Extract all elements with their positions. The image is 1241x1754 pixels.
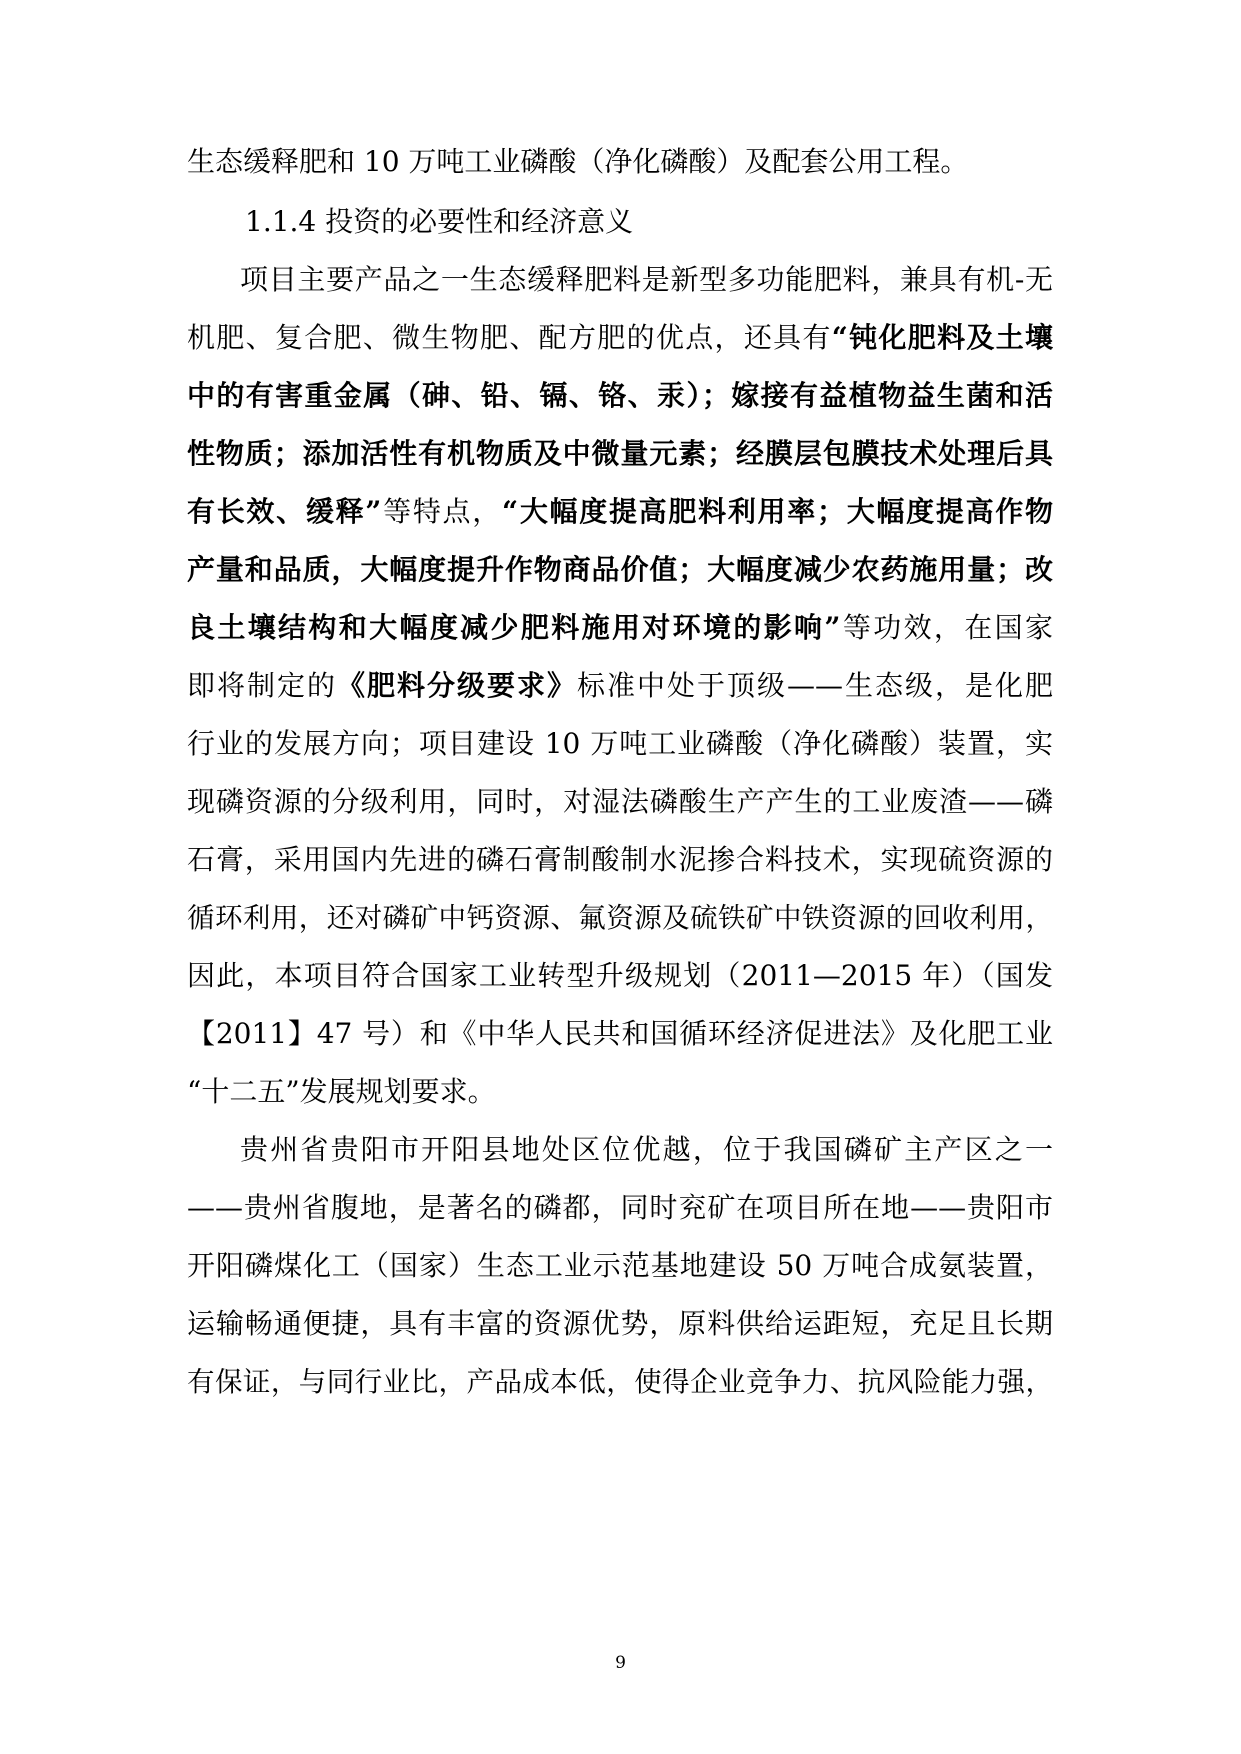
text-line: 有长效、缓释”等特点，“大幅度提高肥料利用率；大幅度提高作物	[187, 495, 1053, 528]
text-line: 生态缓释肥和 10 万吨工业磷酸（净化磷酸）及配套公用工程。	[187, 145, 969, 178]
text-line: 有保证，与同行业比，产品成本低，使得企业竞争力、抗风险能力强，	[187, 1366, 1053, 1398]
text-line: 项目主要产品之一生态缓释肥料是新型多功能肥料，兼具有机-无	[240, 263, 1053, 296]
text-line: 循环利用，还对磷矿中钙资源、氟资源及硫铁矿中铁资源的回收利用，	[187, 902, 1053, 934]
text-line: 即将制定的《肥料分级要求》标准中处于顶级——生态级，是化肥	[187, 669, 1053, 702]
text-line: 产量和品质，大幅度提升作物商品价值；大幅度减少农药施用量；改	[187, 553, 1053, 586]
text-line: 现磷资源的分级利用，同时，对湿法磷酸生产产生的工业废渣——磷	[187, 785, 1053, 818]
text-line: 贵州省贵阳市开阳县地处区位优越，位于我国磷矿主产区之一	[240, 1133, 1053, 1166]
text-line: 【2011】47 号）和《中华人民共和国循环经济促进法》及化肥工业	[187, 1017, 1053, 1050]
text-line: ——贵州省腹地，是著名的磷都，同时兖矿在项目所在地——贵阳市	[187, 1191, 1053, 1224]
text-line: 因此，本项目符合国家工业转型升级规划（2011—2015 年）（国发	[187, 959, 1053, 992]
text-line: 性物质；添加活性有机物质及中微量元素；经膜层包膜技术处理后具	[187, 437, 1053, 470]
page-number: 9	[615, 1653, 626, 1673]
text-line: 运输畅通便捷，具有丰富的资源优势，原料供给运距短，充足且长期	[187, 1307, 1053, 1340]
text-line: 开阳磷煤化工（国家）生态工业示范基地建设 50 万吨合成氨装置，	[187, 1249, 1053, 1282]
text-line: 石膏，采用国内先进的磷石膏制酸制水泥掺合料技术，实现硫资源的	[187, 843, 1053, 876]
text-line: 良土壤结构和大幅度减少肥料施用对环境的影响”等功效，在国家	[187, 611, 1053, 644]
text-line: 中的有害重金属（砷、铅、镉、铬、汞）；嫁接有益植物益生菌和活	[187, 379, 1053, 412]
text-line: 机肥、复合肥、微生物肥、配方肥的优点，还具有“钝化肥料及土壤	[187, 321, 1053, 354]
text-line: 行业的发展方向；项目建设 10 万吨工业磷酸（净化磷酸）装置，实	[187, 727, 1053, 760]
text-line: “十二五”发展规划要求。	[187, 1075, 496, 1108]
section-heading: 1.1.4 投资的必要性和经济意义	[245, 205, 634, 238]
